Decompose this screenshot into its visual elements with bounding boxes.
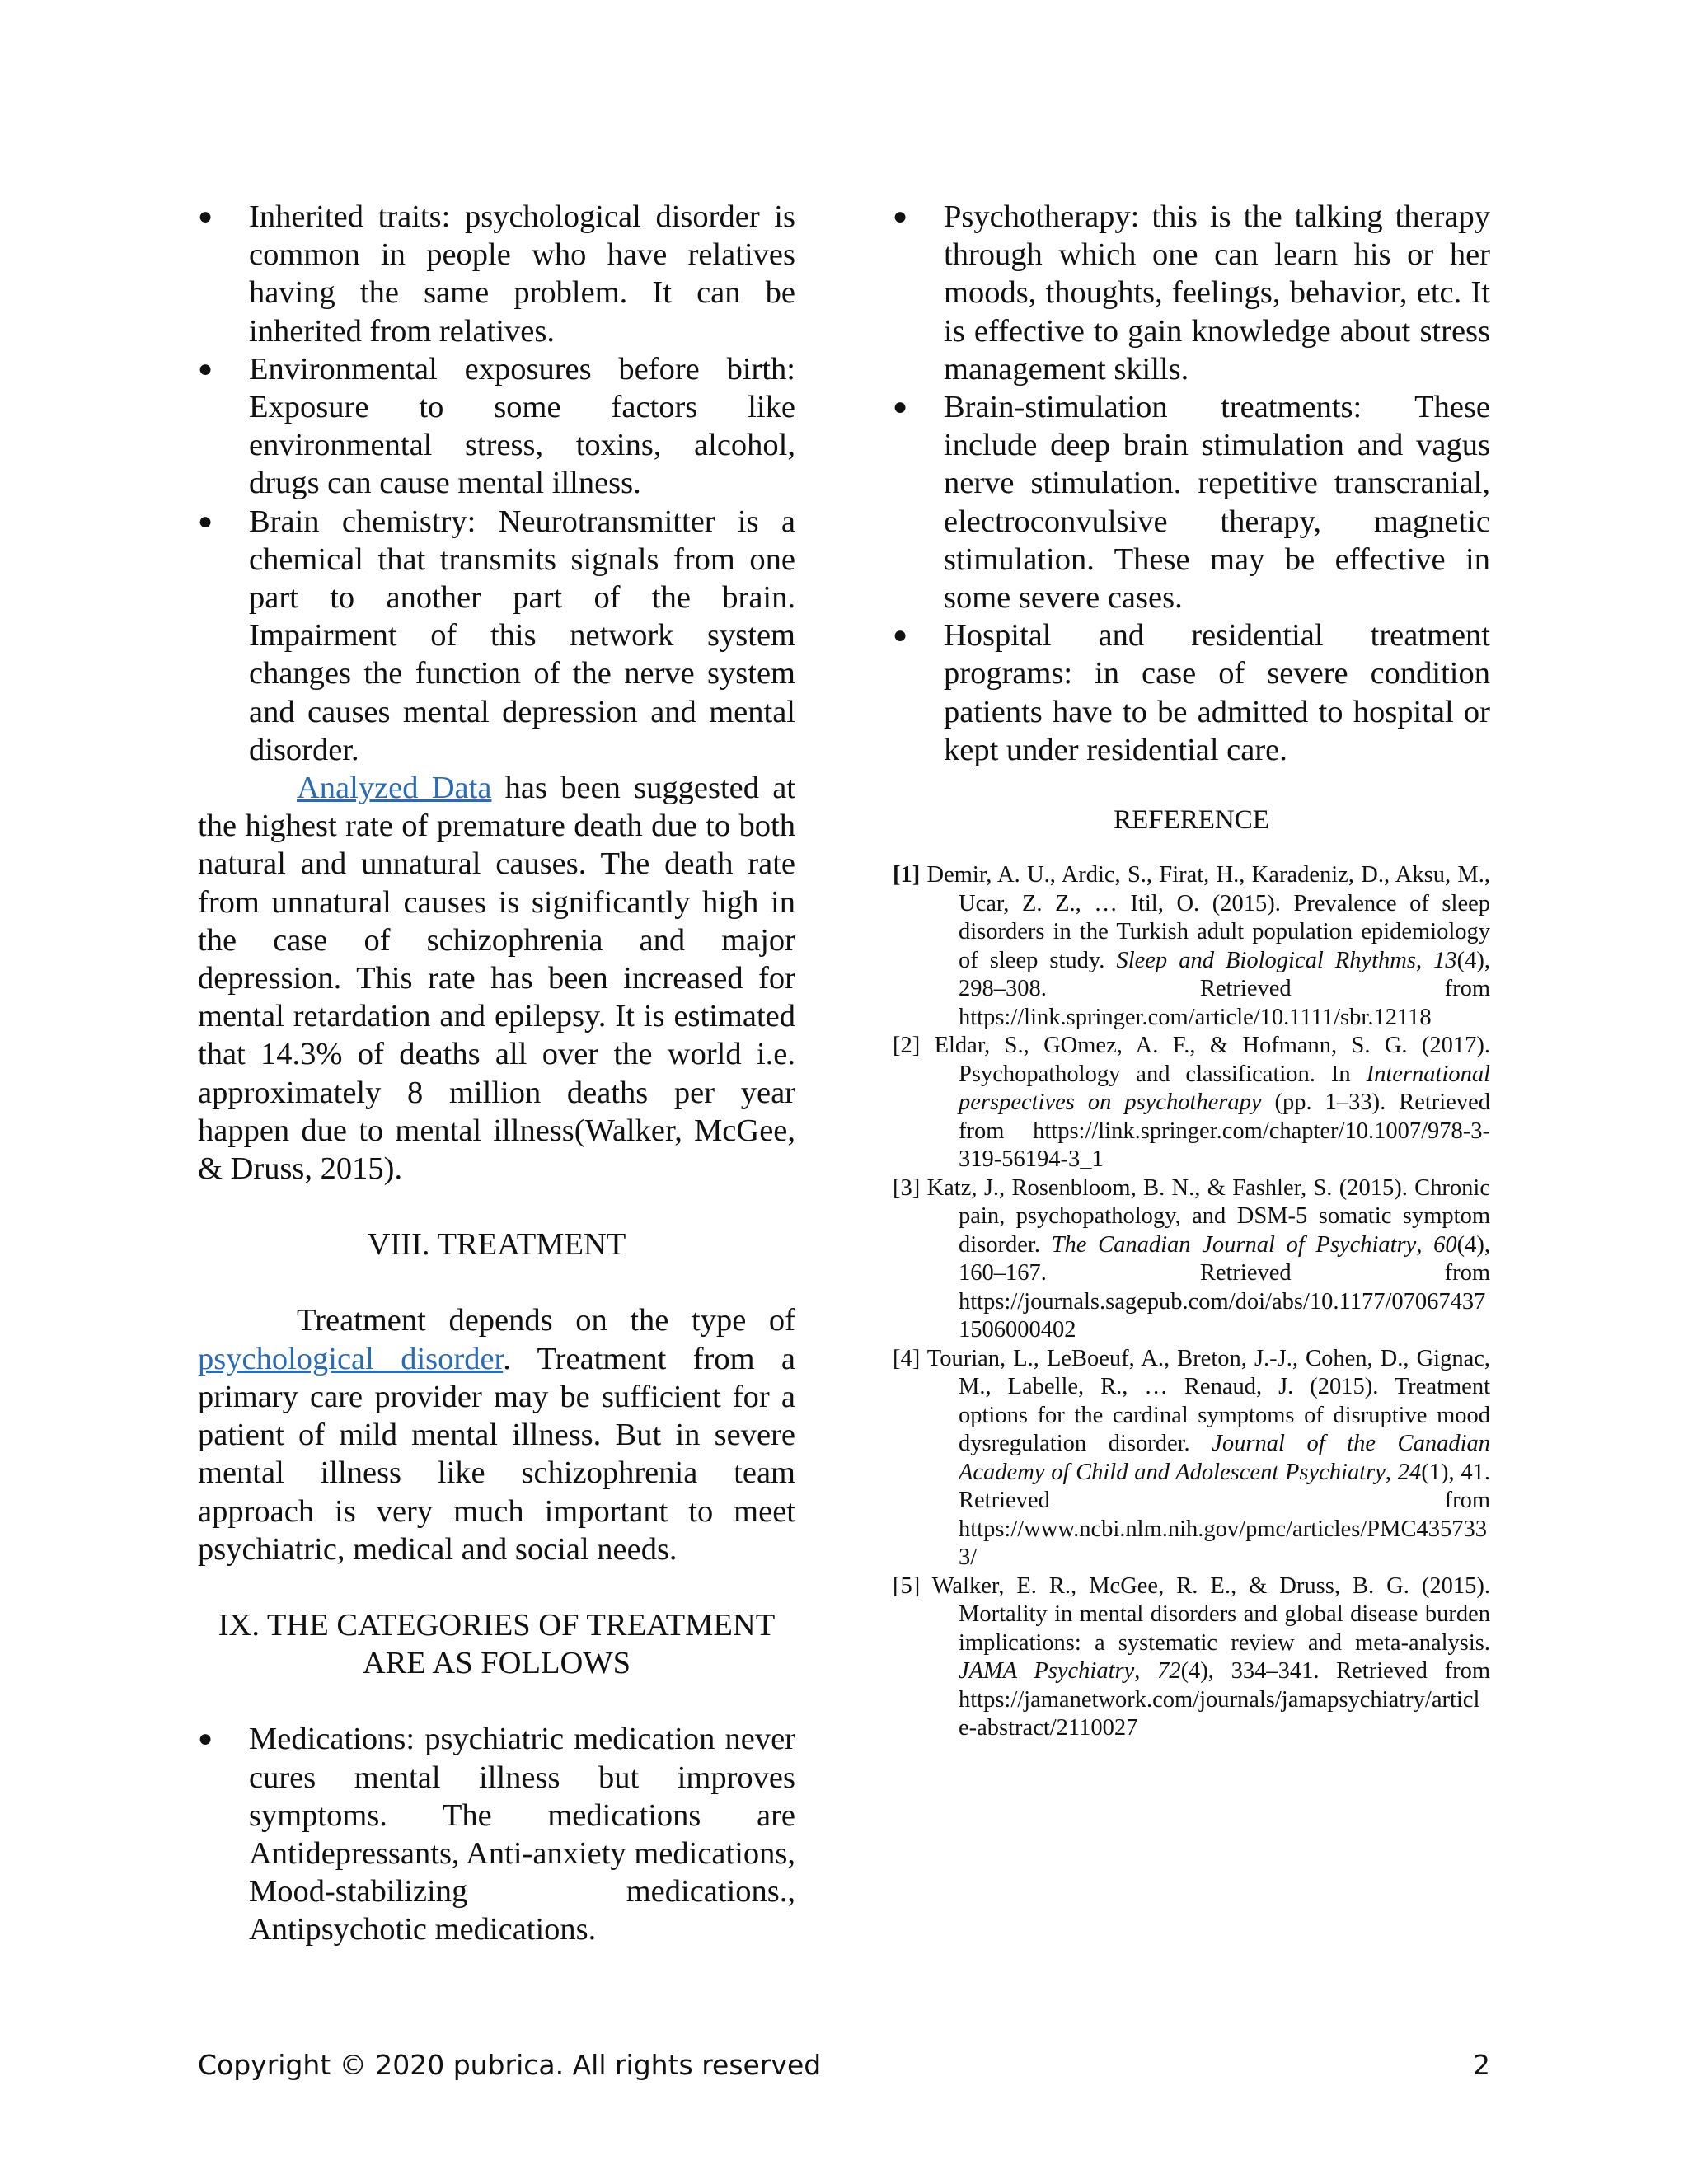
reference-text: Katz, J., Rosenbloom, B. N., & Fashler, S. (2015). Chronic pain, psychopathology, and DSM-5 somatic symptom disorder.: [920, 1174, 1490, 1258]
bullet-icon: ●: [198, 354, 213, 382]
paragraph-text: Treatment depends on the type of: [297, 1303, 795, 1338]
reference-journal: Sleep and Biological Rhythms: [1116, 947, 1416, 973]
reference-number: [3]: [893, 1174, 921, 1201]
paragraph-text: . Treatment from a primary care provider may be sufficient for a patient of mild mental illness. But in severe mental illness like schizophrenia team approach is very much important to meet psychiatric, medical and social needs.: [198, 1341, 795, 1567]
reference-journal: JAMA Psychiatry: [959, 1658, 1135, 1685]
copyright-text: Copyright © 2020 pubrica. All rights reserved: [198, 2049, 822, 2081]
reference-volume: 24: [1397, 1459, 1422, 1485]
bullet-icon: ●: [893, 393, 908, 421]
mortality-paragraph: [198, 769, 795, 1188]
reference-text: Tourian, L., LeBoeuf, A., Breton, J.-J., Cohen, D., Gignac, M., Labelle, R., … Renaud, J. (2015). Treatment options for the cardinal symptoms of disruptive mood dysregulation disorder.: [920, 1345, 1490, 1457]
paragraph-text: has been suggested at the highest rate of premature death due to both natural and unnatural causes. The death rate from unnatural causes is significantly high in the case of schizophrenia and major depression. This rate has been increased for mental retardation and epilepsy. It is estimated that 14.3% of deaths all over the world i.e. approximately 8 million deaths per year happen due to mental illness(Walker, McGee, & Druss, 2015).: [198, 771, 795, 1187]
bullet-icon: ●: [198, 203, 213, 230]
list-item-text: Psychotherapy: this is the talking therapy through which one can learn his or her moods, thoughts, feelings, behavior, etc. It is effective to gain knowledge about stress management skills.: [944, 199, 1490, 387]
reference-item: [893, 1032, 1490, 1174]
treatment-paragraph: [198, 1301, 795, 1568]
reference-text: ,: [1416, 1231, 1434, 1258]
reference-text: Eldar, S., GOmez, A. F., & Hofmann, S. G. (2017). Psychopathology and classification. In: [920, 1033, 1490, 1087]
heading-line: ARE AS FOLLOWS: [362, 1646, 631, 1681]
reference-text: (4), 298–308. Retrieved from https://link.springer.com/article/10.1111/sbr.12118: [959, 947, 1490, 1030]
list-item-text: Medications: psychiatric medication never cures mental illness but improves symptoms. The medications are Antidepressants, Anti-anxiety medications, Mood-stabilizing medications., Antipsychotic medications.: [249, 1722, 795, 1947]
reference-item: [893, 1345, 1490, 1572]
reference-text: ,: [1415, 947, 1434, 973]
section-heading-categories: [198, 1606, 795, 1682]
reference-heading: REFERENCE: [1114, 805, 1269, 836]
reference-number: [1]: [893, 862, 921, 888]
list-item: [893, 616, 1490, 769]
reference-text: Demir, A. U., Ardic, S., Firat, H., Karadeniz, D., Aksu, M., Ucar, Z. Z., … Itil, O. (2015). Prevalence of sleep disorders in the Turkish adult population epidemiology of sleep study.: [920, 862, 1490, 973]
list-item: [198, 198, 795, 350]
list-item: [198, 503, 795, 769]
list-item-text: Environmental exposures before birth: Exposure to some factors like environmental stress, toxins, alcohol, drugs can cause mental illness.: [249, 351, 795, 501]
reference-number: [2]: [893, 1033, 921, 1059]
list-item: [198, 1720, 795, 1948]
right-column: [893, 198, 1490, 1743]
causes-list: [198, 198, 795, 769]
reference-list: [893, 861, 1490, 1743]
reference-item: [893, 1174, 1490, 1345]
reference-journal: Journal of the Canadian Academy of Child and Adolescent Psychiatry: [959, 1431, 1490, 1485]
reference-text: ,: [1385, 1459, 1398, 1485]
heading-line: IX. THE CATEGORIES OF TREATMENT: [218, 1607, 776, 1643]
reference-item: [893, 861, 1490, 1032]
list-item: [198, 350, 795, 503]
section-heading-treatment: VIII. TREATMENT: [367, 1227, 626, 1263]
reference-text: (4), 160–167. Retrieved from https://journals.sagepub.com/doi/abs/10.1177/070674371506000402: [959, 1231, 1490, 1343]
reference-volume: 60: [1433, 1231, 1457, 1258]
reference-journal: The Canadian Journal of Psychiatry: [1051, 1231, 1417, 1258]
list-item: [893, 388, 1490, 616]
reference-text: (4), 334–341. Retrieved from https://jamanetwork.com/journals/jamapsychiatry/article-abstract/2110027: [959, 1658, 1491, 1741]
treatment-types-list: [893, 198, 1490, 769]
bullet-icon: ●: [198, 1725, 213, 1753]
list-item-text: Inherited traits: psychological disorder is common in people who have relatives having the same problem. It can be inherited from relatives.: [249, 199, 795, 349]
reference-text: (1), 41. Retrieved from https://www.ncbi.nlm.nih.gov/pmc/articles/PMC4357333/: [959, 1459, 1491, 1571]
bullet-icon: ●: [893, 203, 908, 230]
reference-volume: 72: [1157, 1658, 1181, 1685]
list-item-text: Brain-stimulation treatments: These include deep brain stimulation and vagus nerve stimulation. repetitive transcranial, electroconvulsive therapy, magnetic stimulation. These may be effective in some severe cases.: [944, 390, 1490, 616]
reference-number: [4]: [893, 1345, 921, 1371]
list-item: [893, 198, 1490, 388]
list-item-text: Hospital and residential treatment programs: in case of severe condition patients have to be admitted to hospital or kept under residential care.: [944, 618, 1490, 767]
left-column: [198, 198, 795, 1949]
reference-volume: 13: [1433, 947, 1457, 973]
page-footer: [198, 2049, 1490, 2090]
list-item-text: Brain chemistry: Neurotransmitter is a chemical that transmits signals from one part to another part of the brain. Impairment of this network system changes the function of the nerve system and causes mental depression and mental disorder.: [249, 504, 795, 767]
reference-text: (pp. 1–33). Retrieved from https://link.springer.com/chapter/10.1007/978-3-319-56194-3_1: [959, 1090, 1490, 1173]
page-number: 2: [1473, 2049, 1490, 2081]
reference-journal: International perspectives on psychotherapy: [959, 1061, 1490, 1116]
analyzed-data-link[interactable]: Analyzed Data: [297, 771, 492, 806]
reference-item: [893, 1572, 1490, 1743]
bullet-icon: ●: [893, 621, 908, 649]
reference-text: Walker, E. R., McGee, R. E., & Druss, B. G. (2015). Mortality in mental disorders and global disease burden implications: a systematic review and meta-analysis.: [920, 1572, 1490, 1656]
reference-text: ,: [1134, 1658, 1158, 1685]
psychological-disorder-link[interactable]: psychological disorder: [198, 1341, 504, 1376]
treatment-categories-list: [198, 1720, 795, 1948]
reference-number: [5]: [893, 1572, 921, 1599]
bullet-icon: ●: [198, 507, 213, 535]
